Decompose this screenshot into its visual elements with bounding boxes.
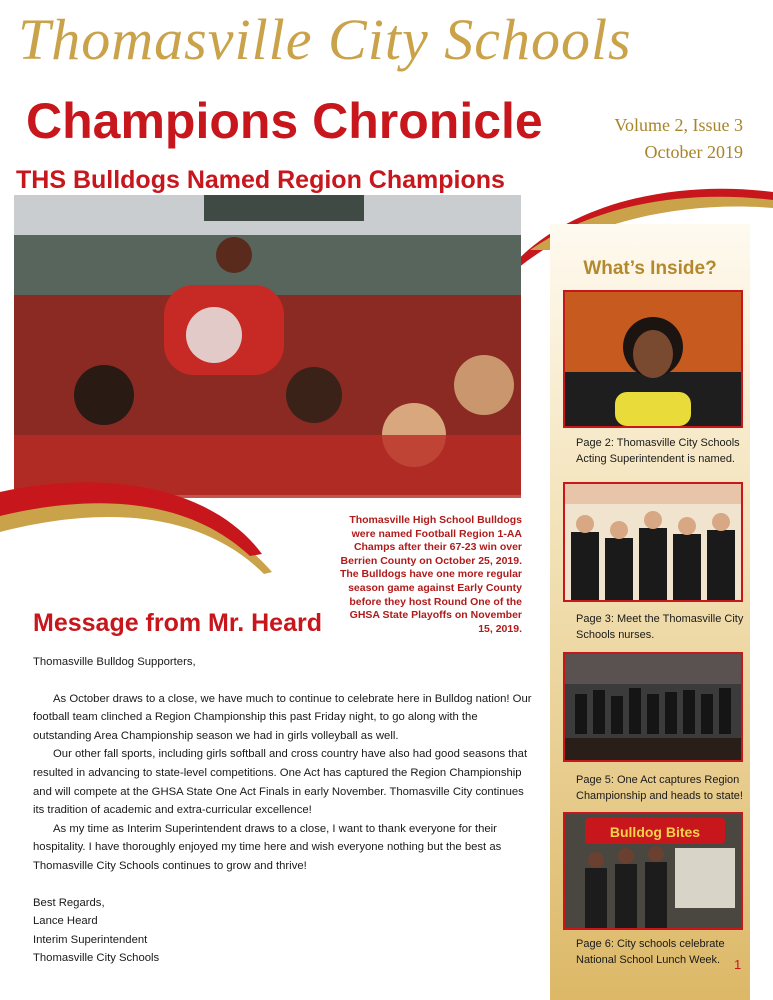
photo-caption: Thomasville High School Bulldogs were named Football Region 1-AA Champs after their 67-23 win over Berrien County on October 25, 2019. The Bulldogs have one more regular season game against Early County before they host Round One of the GHSA State Playoffs on November 15, 2019. (339, 514, 522, 635)
whats-inside-title: What’s Inside? (583, 258, 717, 279)
message-body (33, 653, 533, 968)
volume-label: Volume 2, Issue 3 (614, 115, 743, 135)
signature-org: Thomasville City Schools (33, 952, 160, 965)
decorative-swoosh-left (0, 470, 290, 580)
bulldog-bites-sign: Bulldog Bites (609, 824, 701, 840)
message-title: Message from Mr. Heard (33, 609, 322, 637)
signature-title: Interim Superintendent (33, 933, 148, 946)
nurses-photo (565, 484, 741, 600)
issue-info (614, 112, 743, 166)
issue-date: October 2019 (644, 142, 743, 162)
thumbnail-nurses[interactable] (563, 482, 743, 602)
thumbnail-caption-4: Page 6: City schools celebrate National School Lunch Week. (576, 938, 725, 966)
salutation: Thomasville Bulldog Supporters, (33, 656, 196, 668)
team-celebration-photo (14, 195, 521, 498)
newsletter-title: Champions Chronicle (26, 93, 543, 149)
thumbnail-caption-1: Page 2: Thomasville City Schools Acting Superintendent is named. (576, 437, 740, 465)
hero-photo (14, 195, 521, 498)
thumbnail-one-act[interactable] (563, 652, 743, 762)
message-paragraph: As October draws to a close, we have much to continue to celebrate here in Bulldog nation! Our football team clinched a Region Championship this past Friday night, to go along with the outstanding Area Championship season we had in girls volleyball as well. (33, 692, 532, 742)
signature-name: Lance Heard (33, 915, 98, 928)
thumbnail-caption-3: Page 5: One Act captures Region Championship and heads to state! (576, 774, 743, 802)
superintendent-photo (565, 292, 741, 426)
lead-headline: THS Bulldogs Named Region Champions (16, 166, 505, 194)
page-number: 1 (734, 957, 742, 972)
thumbnail-lunch-week[interactable] (563, 812, 743, 930)
masthead-title: Thomasville City Schools (18, 7, 632, 72)
thumbnail-caption-2: Page 3: Meet the Thomasville City Schools nurses. (576, 613, 744, 641)
lunch-week-photo (565, 814, 741, 928)
closing: Best Regards, (33, 896, 105, 909)
one-act-photo (565, 654, 741, 760)
thumbnail-superintendent[interactable] (563, 290, 743, 428)
message-paragraph: As my time as Interim Superintendent draws to a close, I want to thank everyone for their hospitality. I have thoroughly enjoyed my time here and wish everyone nothing but the best as Thomasville City Schools continues to grow and thrive! (33, 822, 502, 872)
message-paragraph: Our other fall sports, including girls softball and cross country have also had good seasons that resulted in advancing to state-level competitions. One Act has captured the Region Championship and will compete at the GHSA State One Act Finals in early November. Thomasville City continues its tradition of academic and extra-curricular excellence! (33, 748, 528, 817)
